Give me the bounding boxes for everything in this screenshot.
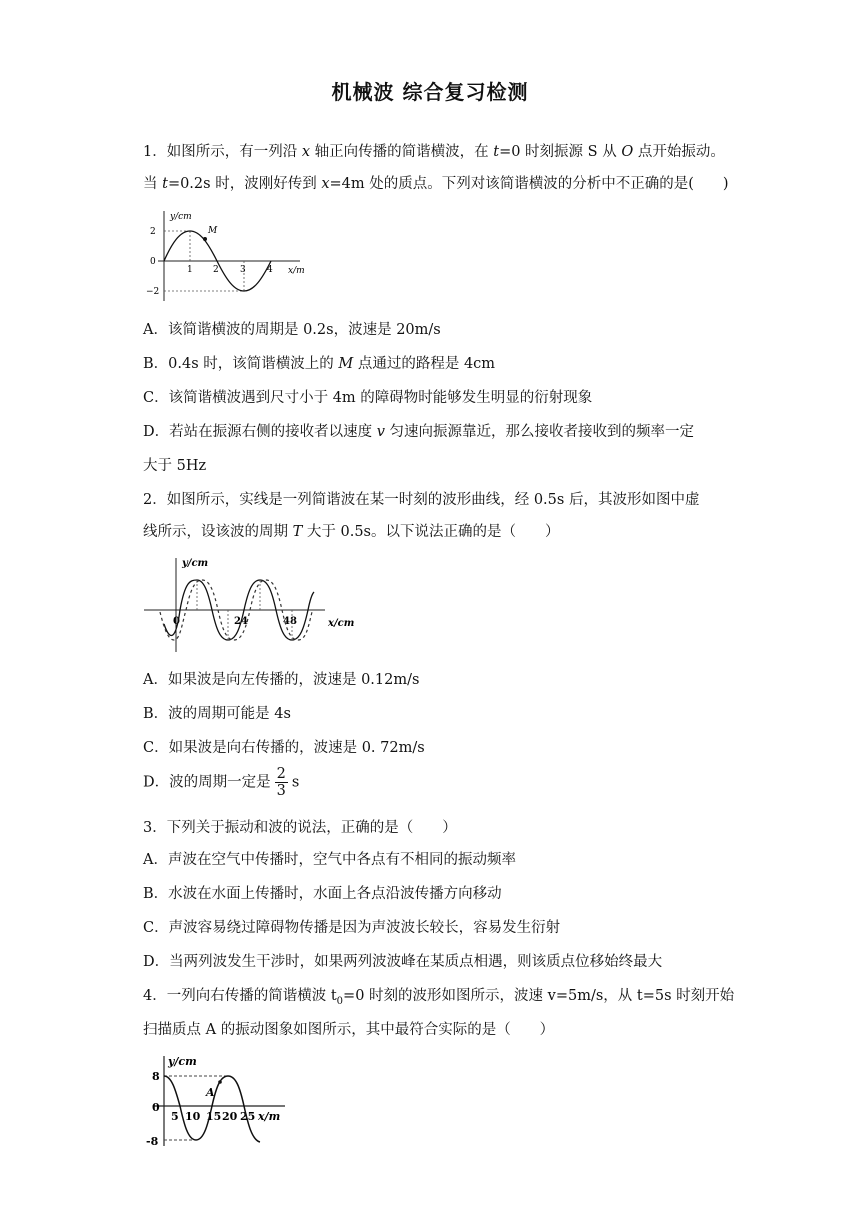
q4-stem-line1: 4．一列向右传播的简谐横波 $t_0=0$ 时刻的波形如图所示，波速 v=5m/s，从 t=5s 时刻开始 [143, 988, 735, 1007]
q1-option-a: A．该简谐横波的周期是 0.2s，波速是 20m/s [143, 322, 441, 338]
q1-stem-line2: 当 t=0.2s 时，波刚好传到 x=4m 处的质点。下列对该简谐横波的分析中不正确的是( ) [143, 176, 729, 192]
q2-xtick-24: 24 [234, 616, 248, 627]
q1-ytick-2: 2 [150, 227, 156, 237]
q2-option-c: C．如果波是向右传播的，波速是 0. 72m/s [143, 740, 425, 756]
q3-option-d: D．当两列波发生干涉时，如果两列波波峰在某质点相遇，则该质点位移始终最大 [143, 954, 663, 970]
q4-y-label: y/cm [168, 1055, 197, 1068]
q1-option-b: B．0.4s 时，该简谐横波上的 M 点通过的路程是 4cm [143, 356, 496, 372]
q2-stem-line1: 2．如图所示，实线是一列简谐波在某一时刻的波形曲线，经 0.5s 后，其波形如图中虚 [143, 492, 700, 508]
q4-xtick-5: 5 [171, 1110, 179, 1123]
q1-x-label: x/m [288, 266, 305, 276]
q4-point-label: A [206, 1086, 215, 1099]
q2-wave-figure [140, 552, 360, 657]
q4-point-a [218, 1080, 222, 1084]
q3-option-a: A．声波在空气中传播时，空气中各点有不相同的振动频率 [143, 852, 516, 868]
q2-option-b: B．波的周期可能是 4s [143, 706, 291, 722]
q4-ytick-0: 0 [152, 1101, 160, 1114]
q4-wave-figure [140, 1052, 290, 1148]
q1-option-d-line1: D．若站在振源右侧的接收者以速度 v 匀速向振源靠近，那么接收者接收到的频率一定 [143, 424, 695, 440]
q4-x-label: x/m [258, 1110, 281, 1123]
q1-xtick-3: 3 [240, 265, 246, 275]
q1-xtick-4: 4 [267, 265, 273, 275]
q4-ytick-8: 8 [152, 1070, 160, 1083]
q1-ytick-neg2: −2 [146, 287, 160, 297]
q4-ytick-neg8: -8 [146, 1135, 159, 1148]
page-title: 机械波 综合复习检测 [331, 80, 529, 104]
q2-stem-line2: 线所示，设该波的周期 T 大于 0.5s。以下说法正确的是（ ） [143, 524, 560, 540]
q1-option-c: C．该简谐横波遇到尺寸小于 4m 的障碍物时能够发生明显的衍射现象 [143, 390, 593, 406]
q3-option-b: B．水波在水面上传播时，水面上各点沿波传播方向移动 [143, 886, 502, 902]
q3-stem: 3．下列关于振动和波的说法，正确的是（ ） [143, 820, 457, 836]
q1-point-m [203, 237, 207, 241]
q4-xtick-20: 20 [222, 1110, 238, 1123]
q2-option-d: D．波的周期一定是 $\frac{2}{3}$ s [143, 766, 300, 799]
q3-option-c: C．声波容易绕过障碍物传播是因为声波波长较长，容易发生衍射 [143, 920, 561, 936]
q1-point-label: M [208, 226, 218, 236]
q2-xtick-0: 0 [173, 616, 180, 627]
q1-xtick-1: 1 [187, 265, 193, 275]
q1-y-label: y/cm [170, 212, 192, 222]
q1-wave-figure [140, 205, 315, 305]
q1-xtick-2: 2 [213, 265, 219, 275]
q2-xtick-48: 48 [283, 616, 297, 627]
q4-xtick-25: 25 [240, 1110, 256, 1123]
q1-stem-line1: 1．如图所示，有一列沿 x 轴正向传播的简谐横波，在 t=0 时刻振源 S 从 O 点开始振动。 [143, 144, 725, 160]
q4-xtick-10: 10 [185, 1110, 201, 1123]
q2-option-a: A．如果波是向左传播的，波速是 0.12m/s [143, 672, 420, 688]
q2-y-label: y/cm [182, 558, 209, 569]
q4-xtick-15: 15 [206, 1110, 222, 1123]
fraction: $\frac{2}{3}$ [276, 766, 286, 799]
q1-ytick-0: 0 [150, 257, 156, 267]
q4-stem-line2: 扫描质点 A 的振动图象如图所示，其中最符合实际的是（ ） [143, 1022, 555, 1038]
q1-option-d-line2: 大于 5Hz [143, 458, 207, 474]
q2-x-label: x/cm [328, 618, 355, 629]
